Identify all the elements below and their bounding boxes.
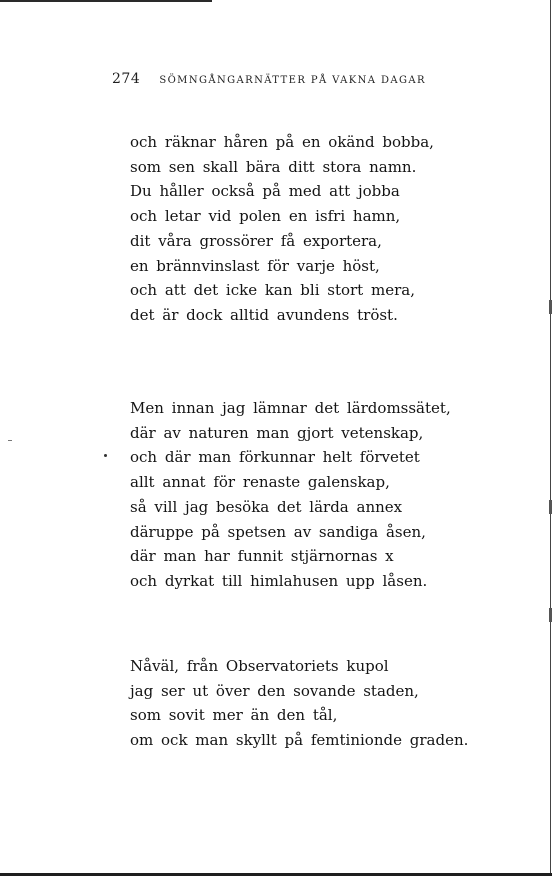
verse-line: Du håller också på med att jobba (130, 182, 400, 201)
scan-edge-right (550, 0, 551, 876)
margin-dot (104, 454, 107, 457)
verse-line: Nåväl, från Observatoriets kupol (130, 657, 389, 675)
verse-line: där man har funnit stjärnornas x (130, 547, 394, 566)
scan-edge-top (0, 0, 212, 2)
verse-line: Men innan jag lämnar det lärdomssätet, (130, 399, 451, 417)
margin-mark (8, 440, 12, 441)
verse-line: och räknar håren på en okänd bobba, (130, 133, 434, 151)
verse-line: som sen skall bära ditt stora namn. (130, 157, 417, 176)
page-header (112, 68, 426, 90)
verse-line: och där man förkunnar helt förvetet (130, 448, 420, 467)
verse-line: en brännvinslast för varje höst, (130, 256, 380, 275)
stanza-1 (130, 130, 434, 328)
stanza-2 (130, 396, 451, 594)
verse-line: dit våra grossörer få exportera, (130, 231, 382, 250)
verse-line: det är dock alltid avundens tröst. (130, 305, 398, 324)
stanza-3 (130, 654, 468, 753)
verse-line: om ock man skyllt på femtinionde graden. (130, 731, 469, 750)
verse-line: så vill jag besöka det lärda annex (130, 497, 403, 516)
verse-line: och dyrkat till himlahusen upp låsen. (130, 571, 428, 590)
verse-line: allt annat för renaste galenskap, (130, 473, 390, 492)
verse-line: som sovit mer än den tål, (130, 706, 338, 725)
verse-line: och att det icke kan bli stort mera, (130, 281, 415, 300)
verse-line: däruppe på spetsen av sandiga åsen, (130, 522, 426, 541)
verse-line: jag ser ut över den sovande staden, (130, 681, 419, 700)
page-number: 274 (112, 71, 141, 87)
verse-line: och letar vid polen en isfri hamn, (130, 207, 401, 226)
verse-line: där av naturen man gjort vetenskap, (130, 423, 424, 442)
running-title: SÖMNGÅNGARNÄTTER PÅ VAKNA DAGAR (159, 75, 426, 86)
